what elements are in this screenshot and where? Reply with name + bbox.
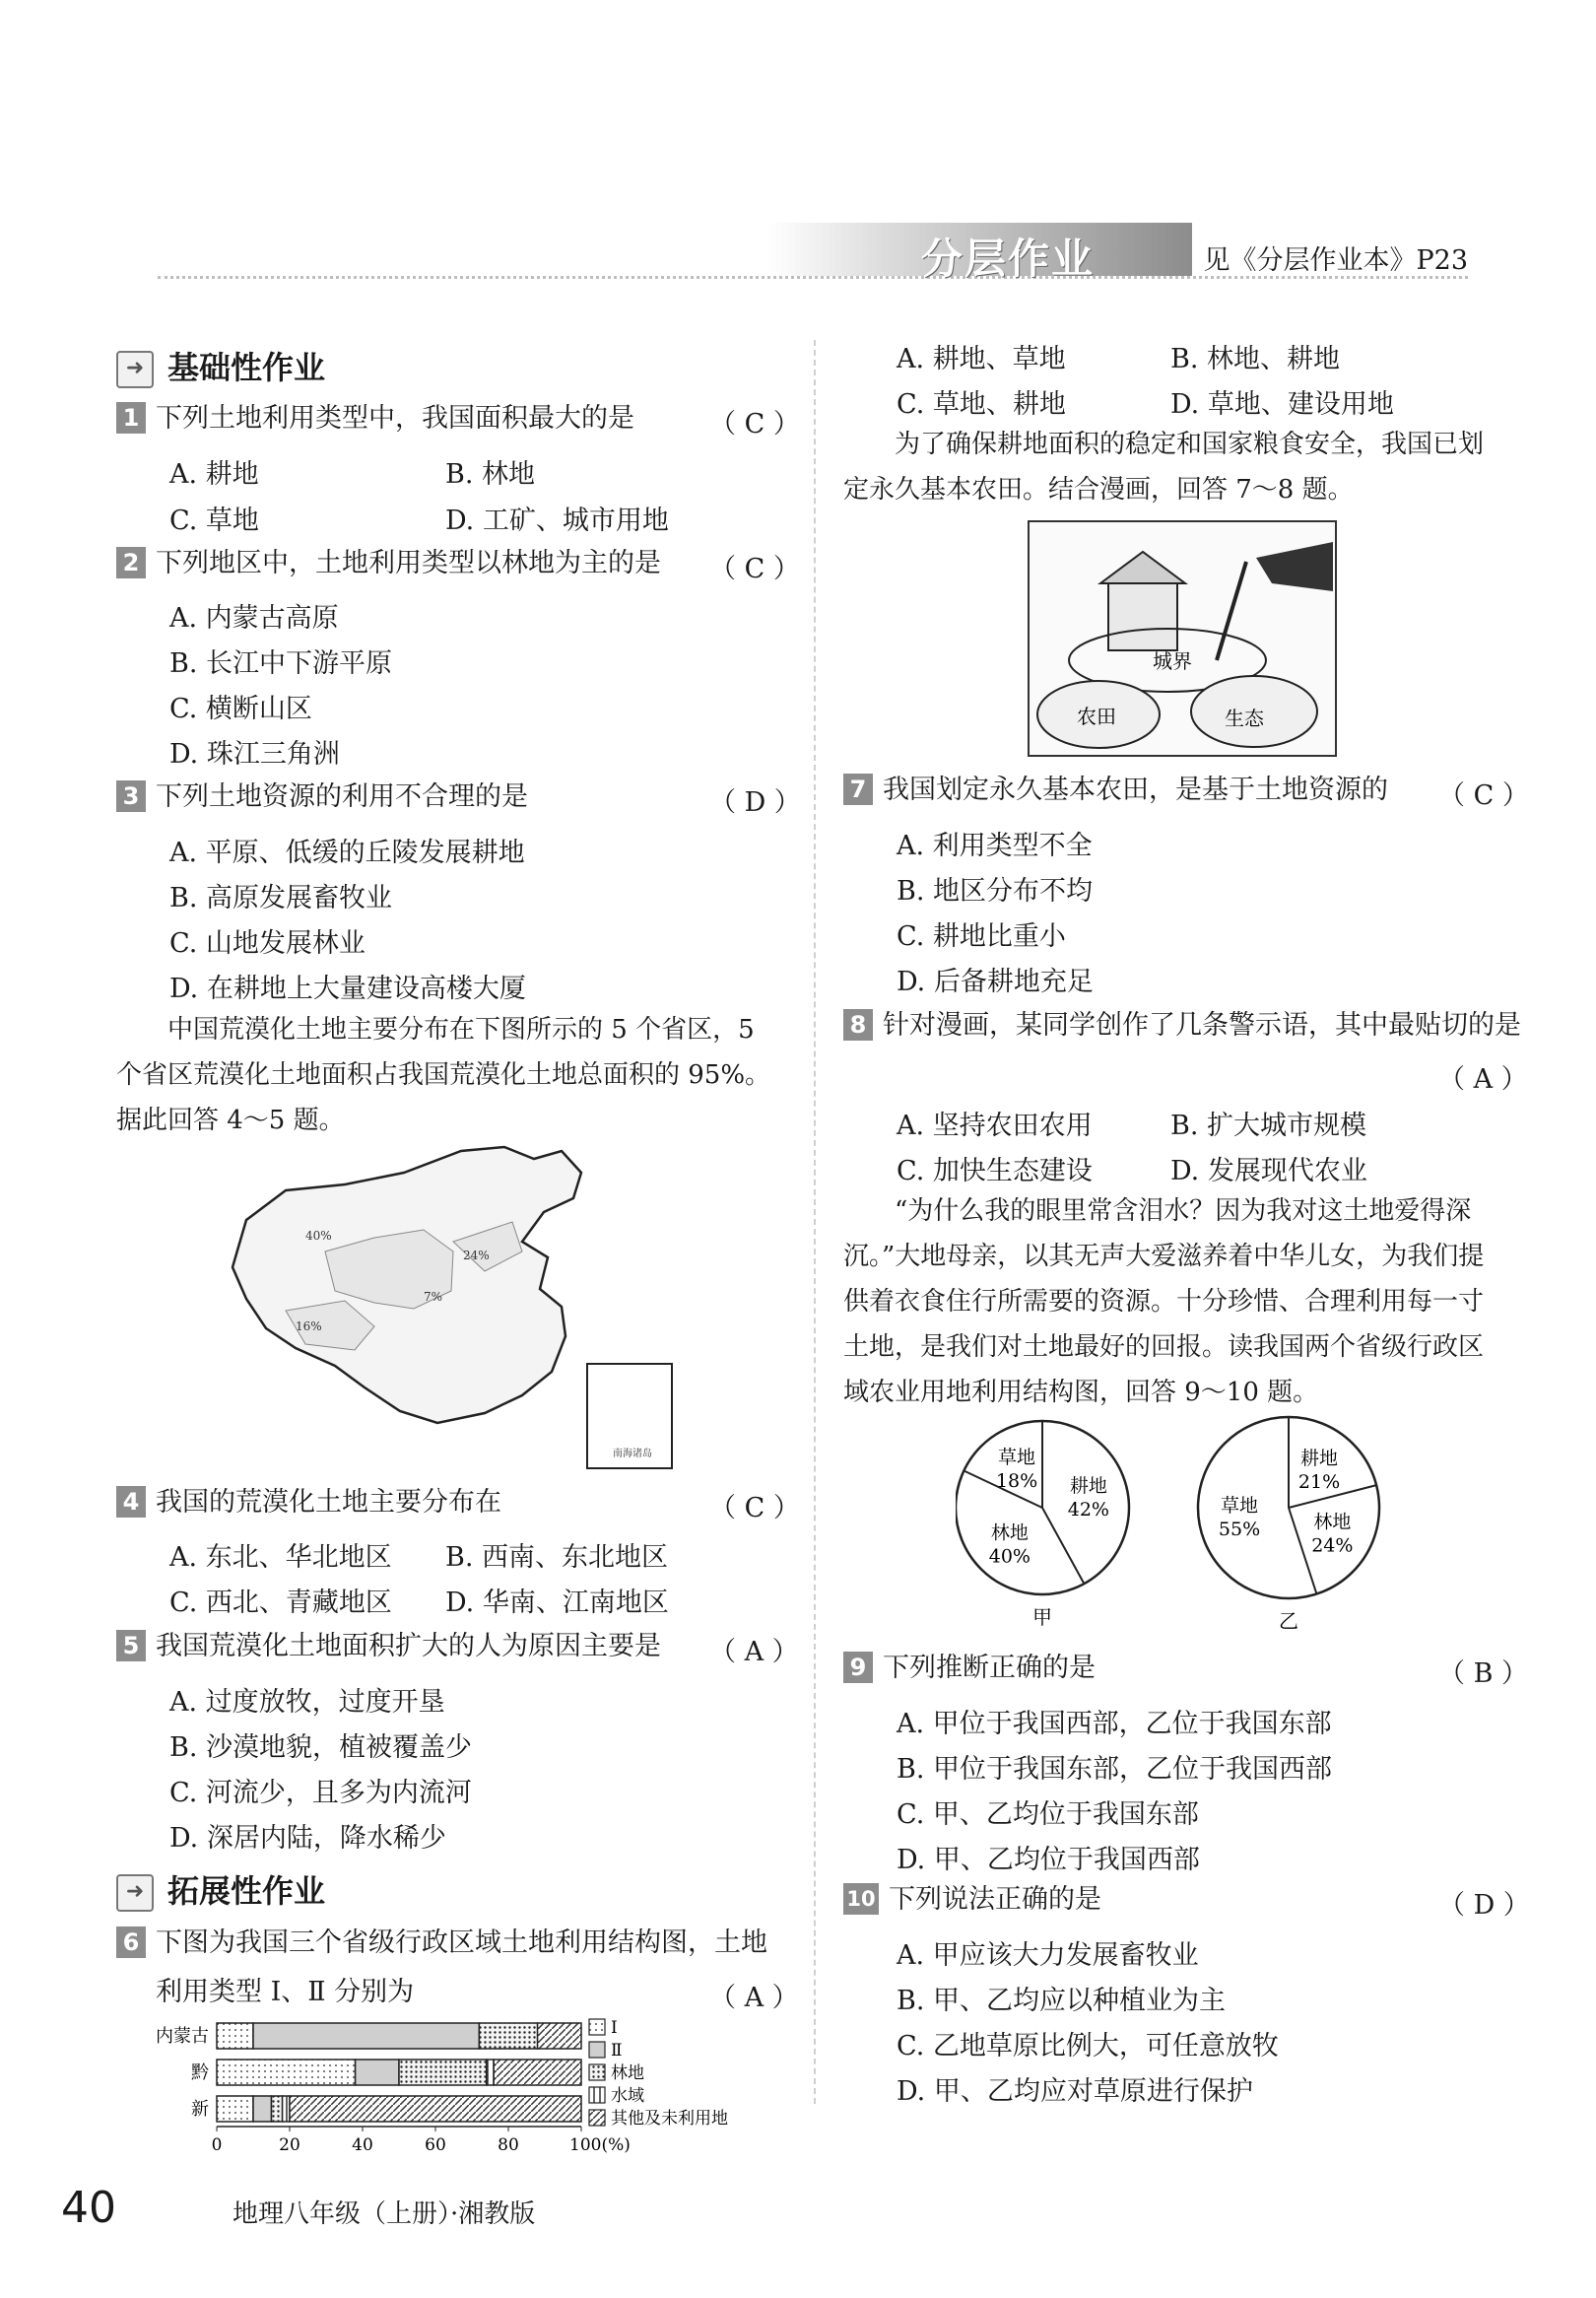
question-number: 1 — [116, 402, 146, 434]
passage-line: 个省区荒漠化土地面积占我国荒漠化土地总面积的 95%。 — [116, 1060, 771, 1090]
option: C. 草地 — [169, 506, 259, 536]
china-desertification-map — [227, 1143, 699, 1483]
x-tick-label: 20 — [279, 2135, 300, 2155]
option: C. 加快生态建设 — [897, 1156, 1093, 1186]
legend-label: 水域 — [611, 2086, 644, 2106]
answer-7: （ C ） — [1438, 780, 1529, 811]
option: B. 西南、东北地区 — [445, 1542, 669, 1573]
page-number: 40 — [61, 2183, 116, 2233]
option: D. 发展现代农业 — [1170, 1156, 1367, 1186]
option: A. 内蒙古高原 — [169, 603, 339, 634]
question-4 — [116, 1486, 501, 1520]
option: B. 高原发展畜牧业 — [169, 883, 393, 913]
option: C. 山地发展林业 — [169, 928, 366, 959]
question-text: 下列土地资源的利用不合理的是 — [156, 781, 528, 812]
cartoon-label: 生态 — [1225, 707, 1264, 730]
question-number: 9 — [843, 1652, 873, 1683]
bar-segment — [487, 2060, 494, 2085]
question-text: 我国划定永久基本农田，是基于土地资源的 — [883, 775, 1388, 805]
map-label: 24% — [463, 1249, 490, 1262]
bar-segment — [356, 2060, 399, 2085]
section-extended-label: 拓展性作业 — [167, 1872, 326, 1910]
passage-line: 中国荒漠化土地主要分布在下图所示的 5 个省区，5 — [167, 1015, 755, 1045]
question-text: 下列土地利用类型中，我国面积最大的是 — [156, 403, 634, 434]
pie-slice-name: 林地 — [1313, 1511, 1352, 1533]
option: B. 长江中下游平原 — [169, 648, 393, 679]
question-text: 我国的荒漠化土地主要分布在 — [156, 1487, 501, 1518]
answer-5: （ A ） — [709, 1637, 799, 1667]
question-text: 下列推断正确的是 — [883, 1653, 1096, 1683]
bar-segment — [399, 2060, 487, 2085]
bar-segment — [217, 2023, 253, 2049]
passage-9-10 — [843, 1188, 1523, 1415]
pie-slice-value: 24% — [1311, 1534, 1354, 1557]
pie-slice-value: 18% — [995, 1470, 1038, 1493]
pie-slice-name: 林地 — [990, 1521, 1029, 1544]
option: C. 横断山区 — [169, 694, 312, 724]
option: D. 工矿、城市用地 — [445, 506, 669, 536]
option: B. 林地 — [445, 459, 536, 490]
question-number: 7 — [843, 774, 873, 805]
question-text: 下列地区中，土地利用类型以林地为主的是 — [156, 548, 661, 578]
passage-line: “为什么我的眼里常含泪水？因为我对这土地爱得深 — [895, 1196, 1472, 1226]
option: A. 耕地 — [169, 459, 259, 490]
pie-slice-value: 21% — [1297, 1471, 1341, 1494]
pie-slice-name: 耕地 — [1300, 1448, 1339, 1470]
legend-swatch — [589, 2087, 605, 2103]
pie-label: 乙 — [1279, 1609, 1298, 1633]
passage-line: 为了确保耕地面积的稳定和国家粮食安全，我国已划 — [895, 430, 1485, 459]
passage-line: 据此回答 4～5 题。 — [116, 1106, 345, 1135]
option: B. 甲、乙均应以种植业为主 — [897, 1986, 1227, 2016]
bar-segment — [272, 2096, 283, 2122]
pie-slice-value: 55% — [1218, 1518, 1261, 1540]
column-divider — [814, 340, 816, 2104]
answer-3: （ D ） — [709, 787, 801, 818]
legend-label: 林地 — [611, 2063, 644, 2083]
passage-line: 域农业用地利用结构图，回答 9～10 题。 — [843, 1378, 1319, 1407]
bar-segment — [283, 2096, 290, 2122]
header-reference: 见《分层作业本》P23 — [1203, 245, 1468, 276]
x-tick-label: 40 — [352, 2135, 373, 2155]
map-label: 7% — [424, 1290, 443, 1304]
legend-label: Ⅱ — [611, 2041, 623, 2061]
map-label: 南海诸岛 — [613, 1449, 652, 1459]
answer-4: （ C ） — [709, 1493, 800, 1523]
bar-segment — [479, 2023, 537, 2049]
option: A. 利用类型不全 — [897, 831, 1093, 861]
bar-segment — [253, 2096, 272, 2122]
option: A. 平原、低缓的丘陵发展耕地 — [169, 838, 525, 868]
legend-swatch — [589, 2064, 605, 2080]
question-text: 针对漫画，某同学创作了几条警示语，其中最贴切的是 — [883, 1010, 1521, 1041]
footer-text: 地理八年级（上册）·湘教版 — [233, 2199, 536, 2229]
cartoon-label: 农田 — [1077, 705, 1116, 728]
land-use-bar-chart — [138, 2015, 768, 2173]
bar-segment — [253, 2023, 479, 2049]
bar-segment — [290, 2096, 581, 2122]
option: C. 耕地比重小 — [897, 921, 1066, 952]
option: D. 珠江三角洲 — [169, 739, 340, 770]
farmland-cartoon — [1028, 520, 1337, 757]
legend-swatch — [589, 2019, 605, 2035]
bar-segment — [217, 2060, 356, 2085]
option: D. 深居内陆，降水稀少 — [169, 1823, 446, 1854]
option: B. 甲位于我国东部，乙位于我国西部 — [897, 1754, 1333, 1785]
x-tick-label: 60 — [425, 2135, 446, 2155]
option: B. 地区分布不均 — [897, 876, 1094, 907]
question-1 — [116, 402, 634, 436]
bar-segment — [538, 2023, 581, 2049]
question-2 — [116, 547, 661, 580]
option: A. 坚持农田农用 — [897, 1111, 1093, 1141]
pie-slice-name: 草地 — [998, 1447, 1036, 1469]
question-6-line2: 利用类型 Ⅰ、Ⅱ 分别为 — [156, 1977, 415, 2007]
question-10 — [843, 1883, 1101, 1917]
question-3 — [116, 780, 528, 814]
question-number: 4 — [116, 1486, 146, 1518]
building-figure — [1108, 581, 1177, 650]
bar-segment — [494, 2060, 581, 2085]
map-label: 40% — [305, 1229, 332, 1243]
passage-line: 供着衣食住行所需要的资源。十分珍惜、合理利用每一寸 — [843, 1287, 1485, 1317]
option: B. 扩大城市规模 — [1170, 1111, 1367, 1141]
option: C. 河流少，且多为内流河 — [169, 1778, 472, 1808]
question-8 — [843, 1009, 1521, 1043]
question-number: 8 — [843, 1009, 873, 1041]
option: C. 甲、乙均位于我国东部 — [897, 1799, 1199, 1830]
question-number: 3 — [116, 780, 146, 812]
answer-9: （ B ） — [1438, 1658, 1529, 1689]
pen — [1217, 562, 1246, 660]
x-tick-label: 100(%) — [569, 2135, 631, 2155]
pie-label: 甲 — [1032, 1605, 1052, 1629]
option: C. 西北、青藏地区 — [169, 1588, 392, 1618]
cartoon-label: 城界 — [1153, 649, 1192, 673]
hand-sleeve — [1256, 542, 1333, 591]
answer-2: （ C ） — [709, 554, 800, 584]
legend-label: Ⅰ — [611, 2018, 618, 2038]
answer-8: （ A ） — [1438, 1064, 1528, 1095]
pie-slice-value: 42% — [1067, 1498, 1109, 1521]
option: A. 耕地、草地 — [897, 344, 1066, 374]
question-text: 我国荒漠化土地面积扩大的人为原因主要是 — [156, 1631, 661, 1661]
passage-4-5 — [116, 1007, 806, 1143]
option: A. 过度放牧，过度开垦 — [169, 1687, 445, 1718]
passage-line: 沉。”大地母亲，以其无声大爱滋养着中华儿女，为我们提 — [843, 1242, 1485, 1271]
option: D. 在耕地上大量建设高楼大厦 — [169, 974, 526, 1004]
bar-category-label: 黔 — [191, 2062, 209, 2083]
legend-label: 其他及未利用地 — [611, 2109, 728, 2129]
question-5 — [116, 1630, 661, 1663]
option: A. 东北、华北地区 — [169, 1542, 392, 1573]
option: B. 沙漠地貌，植被覆盖少 — [169, 1732, 473, 1763]
x-tick-label: 0 — [211, 2135, 223, 2155]
pie-slice-name: 草地 — [1221, 1494, 1259, 1517]
section-basic — [116, 343, 325, 388]
answer-10: （ D ） — [1438, 1890, 1530, 1921]
option: C. 草地、耕地 — [897, 389, 1066, 420]
page-title: 分层作业 — [921, 235, 1096, 283]
question-7 — [843, 774, 1388, 807]
pie-charts — [956, 1409, 1409, 1646]
option: A. 甲位于我国西部，乙位于我国东部 — [897, 1709, 1332, 1739]
section-basic-label: 基础性作业 — [167, 349, 326, 386]
option: B. 林地、耕地 — [1170, 344, 1341, 374]
legend-swatch — [589, 2110, 605, 2126]
legend-swatch — [589, 2042, 605, 2058]
pie-slice-name: 耕地 — [1069, 1474, 1107, 1497]
question-number: 10 — [843, 1883, 879, 1915]
bar-category-label: 新 — [191, 2099, 209, 2120]
question-number: 6 — [116, 1926, 146, 1958]
option: D. 甲、乙均应对草原进行保护 — [897, 2076, 1253, 2107]
map-label: 16% — [296, 1319, 322, 1333]
answer-6: （ A ） — [709, 1983, 799, 2013]
answer-1: （ C ） — [709, 409, 800, 439]
arrow-icon: ➜ — [116, 351, 154, 388]
bar-category-label: 内蒙古 — [156, 2026, 209, 2047]
passage-line: 土地，是我们对土地最好的回报。读我国两个省级行政区 — [843, 1332, 1485, 1362]
option: D. 华南、江南地区 — [445, 1588, 669, 1618]
option: C. 乙地草原比例大，可任意放牧 — [897, 2031, 1279, 2061]
question-text: 下列说法正确的是 — [889, 1884, 1101, 1915]
option: D. 后备耕地充足 — [897, 967, 1094, 997]
option: A. 甲应该大力发展畜牧业 — [897, 1940, 1199, 1971]
x-tick-label: 80 — [498, 2135, 519, 2155]
arrow-icon: ➜ — [116, 1874, 154, 1912]
question-9 — [843, 1652, 1096, 1685]
question-number: 5 — [116, 1630, 146, 1661]
option: D. 甲、乙均位于我国西部 — [897, 1845, 1200, 1875]
building-roof — [1100, 552, 1185, 583]
question-6 — [116, 1926, 767, 1960]
passage-7-8 — [843, 422, 1533, 512]
section-extended — [116, 1866, 325, 1912]
passage-line: 定永久基本农田。结合漫画，回答 7～8 题。 — [843, 475, 1354, 505]
header-band — [158, 223, 1468, 282]
pie-slice-value: 40% — [988, 1545, 1031, 1568]
question-text: 下图为我国三个省级行政区域土地利用结构图，土地 — [156, 1927, 767, 1958]
bar-segment — [217, 2096, 253, 2122]
question-number: 2 — [116, 547, 146, 578]
option: D. 草地、建设用地 — [1170, 389, 1394, 420]
